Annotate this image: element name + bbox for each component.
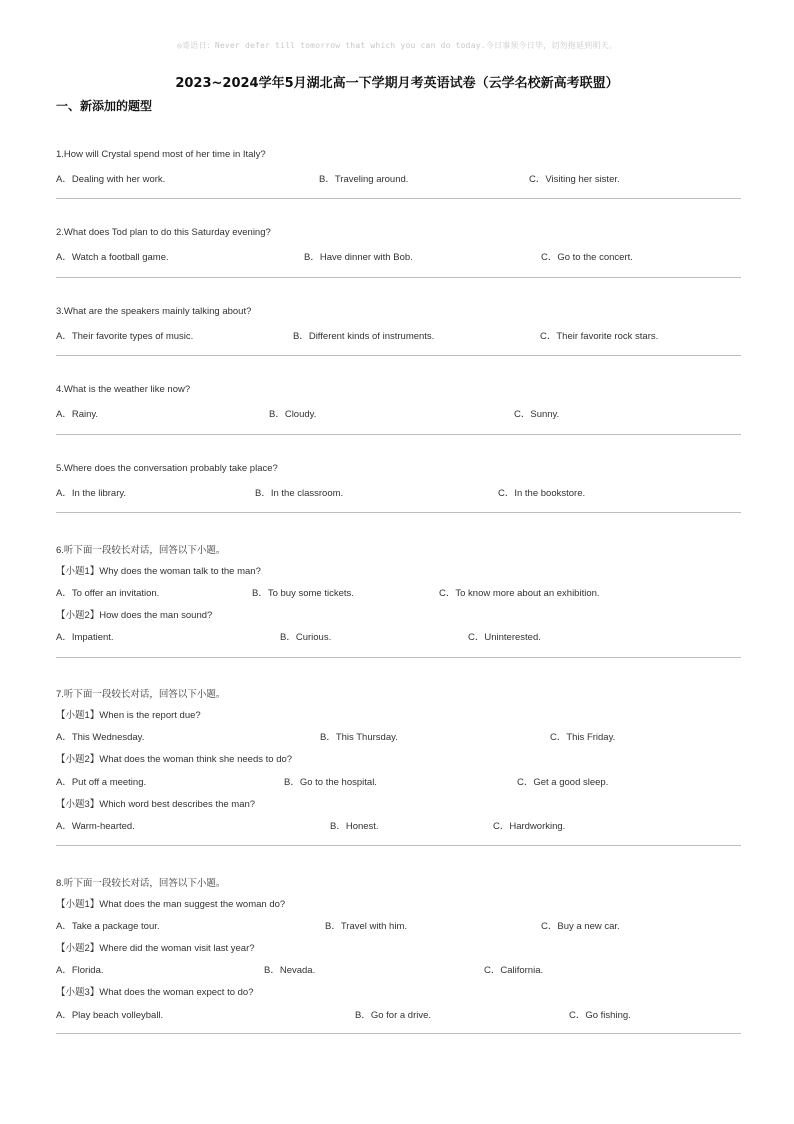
question-divider	[56, 198, 741, 199]
option-c: C．This Friday.	[550, 732, 616, 743]
question-divider	[56, 1033, 741, 1034]
question-divider	[56, 657, 741, 658]
question-stem: 4.What is the weather like now?	[56, 384, 191, 395]
option-b: B．This Thursday.	[320, 732, 398, 743]
option-c: C．Uninterested.	[468, 632, 541, 643]
option-b: B．Different kinds of instruments.	[293, 331, 435, 342]
option-a: A．Put off a meeting.	[56, 777, 147, 788]
option-a: A．Florida.	[56, 965, 104, 976]
option-a: A．Warm-hearted.	[56, 821, 135, 832]
question-divider	[56, 512, 741, 513]
option-c: C．Their favorite rock stars.	[540, 331, 659, 342]
option-b: B．Go for a drive.	[355, 1010, 432, 1021]
sub-question: 【小题2】Where did the woman visit last year?	[56, 943, 255, 954]
sub-question: 【小题1】What does the man suggest the woman do?	[56, 899, 286, 910]
motto-line: ◎寄语日：Never defer till tomorrow that which you can do today.今日事须今日毕，切勿拖延到明天。	[177, 41, 617, 50]
sub-question: 【小题2】How does the man sound?	[56, 610, 213, 621]
sub-question: 【小题3】Which word best describes the man?	[56, 799, 256, 810]
option-b: B．Go to the hospital.	[284, 777, 377, 788]
option-c: C．Get a good sleep.	[517, 777, 609, 788]
option-b: B．Curious.	[280, 632, 332, 643]
question-divider	[56, 845, 741, 846]
option-b: B．In the classroom.	[255, 488, 344, 499]
option-a: A．This Wednesday.	[56, 732, 145, 743]
option-b: B．Cloudy.	[269, 409, 317, 420]
option-c: C．To know more about an exhibition.	[439, 588, 600, 599]
option-b: B．Travel with him.	[325, 921, 407, 932]
option-a: A．Rainy.	[56, 409, 99, 420]
option-b: B．To buy some tickets.	[252, 588, 354, 599]
question-divider	[56, 277, 741, 278]
section-heading: 一、新添加的题型	[56, 99, 153, 113]
question-stem: 7.听下面一段较长对话，回答以下小题。	[56, 689, 226, 700]
option-a: A．Their favorite types of music.	[56, 331, 194, 342]
option-c: C．Sunny.	[514, 409, 560, 420]
question-stem: 8.听下面一段较长对话，回答以下小题。	[56, 878, 226, 889]
question-stem: 2.What does Tod plan to do this Saturday evening?	[56, 227, 271, 238]
option-b: B．Have dinner with Bob.	[304, 252, 413, 263]
exam-title: 2023~2024学年5月湖北高一下学期月考英语试卷（云学名校新高考联盟）	[175, 76, 619, 91]
option-a: A．Impatient.	[56, 632, 114, 643]
option-a: A．In the library.	[56, 488, 127, 499]
question-divider	[56, 355, 741, 356]
option-a: A．To offer an invitation.	[56, 588, 160, 599]
option-a: A．Dealing with her work.	[56, 174, 166, 185]
option-c: C．Buy a new car.	[541, 921, 620, 932]
option-a: A．Take a package tour.	[56, 921, 160, 932]
question-stem: 6.听下面一段较长对话，回答以下小题。	[56, 545, 226, 556]
question-stem: 1.How will Crystal spend most of her time in Italy?	[56, 149, 266, 160]
question-stem: 3.What are the speakers mainly talking about?	[56, 306, 252, 317]
option-c: C．In the bookstore.	[498, 488, 586, 499]
sub-question: 【小题1】Why does the woman talk to the man?	[56, 566, 261, 577]
option-c: C．California.	[484, 965, 544, 976]
question-divider	[56, 434, 741, 435]
sub-question: 【小题1】When is the report due?	[56, 710, 201, 721]
option-b: B．Traveling around.	[319, 174, 409, 185]
question-stem: 5.Where does the conversation probably take place?	[56, 463, 278, 474]
option-b: B．Honest.	[330, 821, 379, 832]
option-c: C．Go fishing.	[569, 1010, 631, 1021]
option-c: C．Visiting her sister.	[529, 174, 620, 185]
sub-question: 【小题2】What does the woman think she needs to do?	[56, 754, 293, 765]
option-a: A．Play beach volleyball.	[56, 1010, 164, 1021]
option-c: C．Go to the concert.	[541, 252, 633, 263]
sub-question: 【小题3】What does the woman expect to do?	[56, 987, 254, 998]
option-b: B．Nevada.	[264, 965, 316, 976]
option-c: C．Hardworking.	[493, 821, 566, 832]
option-a: A．Watch a football game.	[56, 252, 169, 263]
